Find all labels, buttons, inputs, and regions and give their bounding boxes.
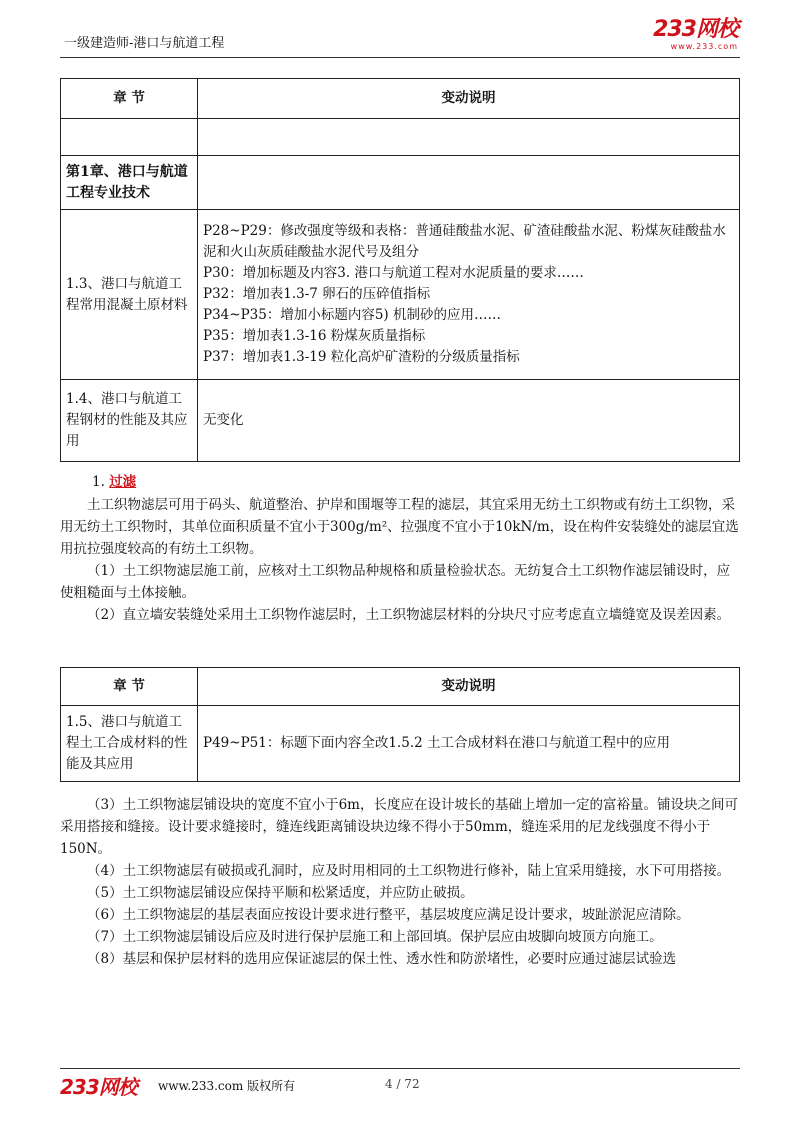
table-row (61, 380, 740, 462)
paragraph: （1）土工织物滤层施工前，应核对土工织物品种规格和质量检验状态。无纺复合土工织物作滤层铺设时，应使粗糙面与土体接触。 (60, 563, 731, 601)
section-number: 1. (92, 474, 105, 490)
table-row (61, 119, 740, 156)
col-header-chapter: 章 节 (61, 79, 198, 119)
page-footer (60, 1068, 740, 1108)
table-cell-chapter: 1.4、港口与航道工程钢材的性能及其应用 (61, 380, 198, 462)
table-header-row (61, 668, 740, 706)
paragraph: （3）土工织物滤层铺设块的宽度不宜小于6m，长度应在设计坡长的基础上增加一定的富裕量。铺设块之间可采用搭接和缝接。设计要求缝接时，缝连线距离铺设块边缘不得小于50mm，缝连采用的尼龙线强度不得小于150N。 (60, 797, 738, 857)
paragraph: 土工织物滤层可用于码头、航道整治、护岸和围堰等工程的滤层，其宜采用无纺土工织物或有纺土工织物，采用无纺土工织物时，其单位面积质量不宜小于300g/m²、拉强度不宜小于10kN/m，设在构件安装缝处的滤层宜选用抗拉强度较高的有纺土工织物。 (60, 497, 739, 557)
brand-logo (653, 18, 738, 51)
table-cell-change: 无变化 (198, 380, 740, 462)
table-cell-change: P49~P51：标题下面内容全改1.5.2 土工合成材料在港口与航道工程中的应用 (198, 706, 740, 782)
logo-main-text: 233网校 (653, 17, 738, 42)
paragraph: （7）土工织物滤层铺设后应及时进行保护层施工和上部回填。保护层应由坡脚向坡顶方向施工。 (87, 929, 663, 945)
change-line: P34~P35：增加小标题内容5) 机制砂的应用…… (203, 307, 501, 323)
paragraph: （6）土工织物滤层的基层表面应按设计要求进行整平，基层坡度应满足设计要求，坡趾淤泥应清除。 (87, 907, 690, 923)
table-cell (198, 119, 740, 156)
paragraph: （5）土工织物滤层铺设应保持平顺和松紧适度，并应防止破损。 (87, 885, 474, 901)
paragraph: （4）土工织物滤层有破损或孔洞时，应及时用相同的土工织物进行修补，陆上宜采用缝接，水下可用搭接。 (87, 863, 731, 879)
header-title: 一级建造师-港口与航道工程 (64, 36, 225, 51)
logo-sub-text: www.233.com (670, 42, 738, 51)
table-cell-change (198, 210, 740, 380)
table-row (61, 706, 740, 782)
footer-logo: 233网校 (60, 1075, 137, 1099)
table-row (61, 210, 740, 380)
page-number: 4 / 72 (385, 1077, 420, 1091)
page-header (60, 18, 740, 58)
change-line: P35：增加表1.3-16 粉煤灰质量指标 (203, 328, 426, 344)
change-table-1 (60, 78, 740, 462)
change-line: P28~P29：修改强度等级和表格：普通硅酸盐水泥、矿渣硅酸盐水泥、粉煤灰硅酸盐水泥和火山灰质硅酸盐水泥代号及组分 (203, 223, 726, 260)
section-heading (92, 470, 136, 490)
change-line: P32：增加表1.3-7 卵石的压碎值指标 (203, 286, 431, 302)
table-cell-chapter: 1.5、港口与航道工程土工合成材料的性能及其应用 (61, 706, 198, 782)
change-line: P37：增加表1.3-19 粒化高炉矿渣粉的分级质量指标 (203, 349, 520, 365)
paragraph: （2）直立墙安装缝处采用土工织物作滤层时，土工织物滤层材料的分块尺寸应考虑直立墙缝宽及误差因素。 (87, 607, 731, 623)
col-header-change: 变动说明 (198, 79, 740, 119)
table-row (61, 156, 740, 210)
section1-body (60, 494, 740, 626)
table-header-row (61, 79, 740, 119)
change-table-2 (60, 667, 740, 782)
section-title: 过滤 (109, 474, 137, 490)
table-cell-chapter: 第1章、港口与航道工程专业技术 (61, 156, 198, 210)
footer-copyright: www.233.com 版权所有 (158, 1079, 296, 1093)
paragraph: （8）基层和保护层材料的选用应保证滤层的保土性、透水性和防淤堵性，必要时应通过滤层试验选 (87, 951, 677, 967)
change-line: P30：增加标题及内容3. 港口与航道工程对水泥质量的要求…… (203, 265, 584, 281)
col-header-change: 变动说明 (198, 668, 740, 706)
table-cell-chapter: 1.3、港口与航道工程常用混凝土原材料 (61, 210, 198, 380)
table-cell (198, 156, 740, 210)
table-cell (61, 119, 198, 156)
section2-body (60, 794, 740, 970)
col-header-chapter: 章 节 (61, 668, 198, 706)
